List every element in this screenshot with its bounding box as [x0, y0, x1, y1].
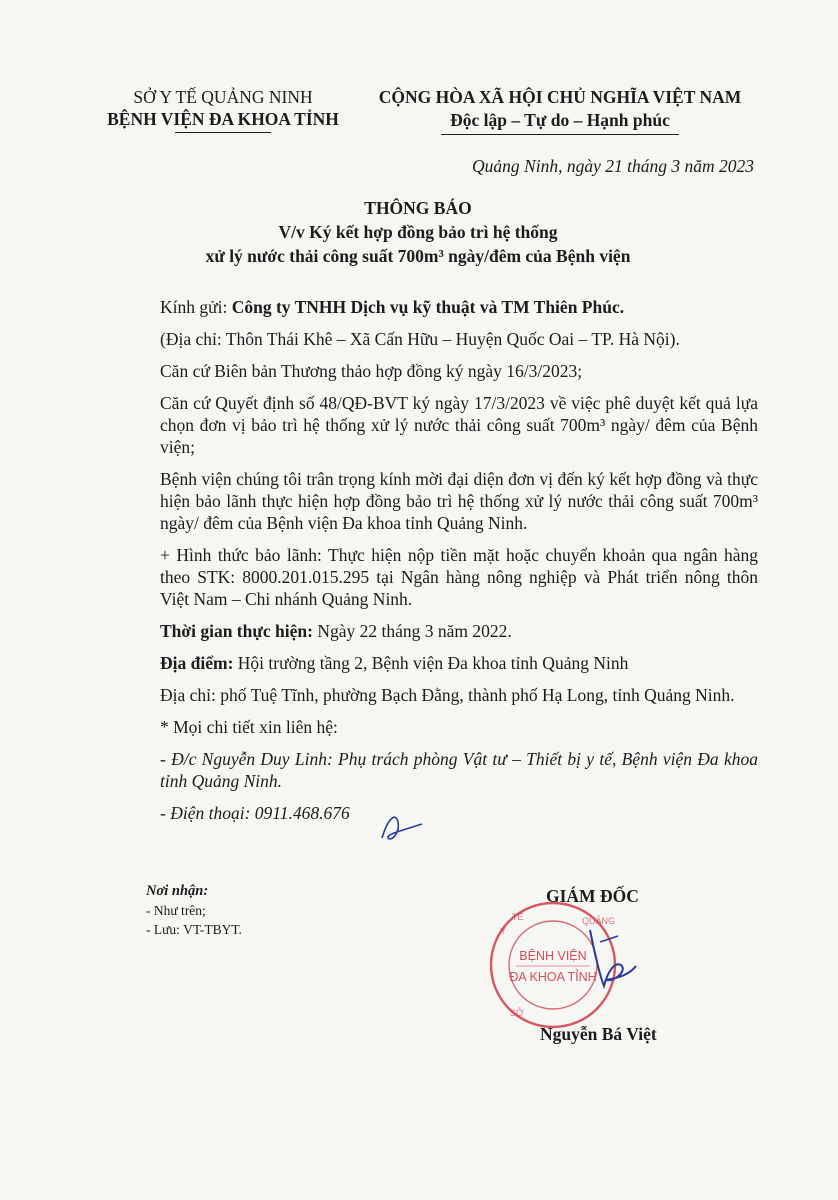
contact-person: - Đ/c Nguyễn Duy Linh: Phụ trách phòng Vật tư – Thiết bị y tế, Bệnh viện Đa khoa tỉnh Quảng Ninh. — [160, 749, 758, 791]
venue-label: Địa điểm: — [160, 653, 234, 673]
svg-text:QUẢNG: QUẢNG — [582, 916, 616, 926]
handwritten-signature — [560, 920, 650, 1000]
addressee — [160, 296, 758, 318]
document-body — [160, 296, 758, 834]
svg-text:SỞ: SỞ — [510, 1008, 524, 1018]
document-title — [150, 196, 686, 268]
title-subject-line2: xử lý nước thải công suất 700m³ ngày/đêm của Bệnh viện — [205, 246, 631, 266]
contact-phone: - Điện thoại: 0911.468.676 — [160, 803, 350, 823]
motto-underline — [441, 134, 679, 135]
execution-time — [160, 620, 758, 642]
seal-text-line1: BỆNH VIỆN — [519, 949, 587, 963]
seal-text-line2: ĐA KHOA TỈNH — [509, 970, 597, 984]
basis-decision: Căn cứ Quyết định số 48/QĐ-BVT ký ngày 17/3/2023 về việc phê duyệt kết quả lựa chọn đơn vị bảo trì hệ thống xử lý nước thải công suất 700m³ ngày/ đêm của Bệnh viện; — [160, 393, 758, 457]
invitation-paragraph: Bệnh viện chúng tôi trân trọng kính mời đại diện đơn vị đến ký kết hợp đồng và thực hiện bảo lãnh thực hiện hợp đồng bảo trì hệ thống xử lý nước thải công suất 700m³ ngày/ đêm của Bệnh viện Đa khoa tỉnh Quảng Ninh. — [160, 469, 758, 533]
execution-time-value: Ngày 22 tháng 3 năm 2022. — [312, 621, 512, 641]
addressee-company: Công ty TNHH Dịch vụ kỹ thuật và TM Thiên Phúc. — [231, 297, 625, 317]
recipients-block — [146, 882, 242, 939]
svg-text:TẾ: TẾ — [512, 912, 524, 922]
contact-intro: * Mọi chi tiết xin liên hệ: — [160, 717, 338, 737]
country-name: CỘNG HÒA XÃ HỘI CHỦ NGHĨA VIỆT NAM — [378, 87, 742, 107]
venue — [160, 652, 758, 674]
date-line: Quảng Ninh, ngày 21 tháng 3 năm 2023 — [472, 156, 754, 176]
initial-mark — [378, 808, 426, 848]
title-subject-line1: V/v Ký kết hợp đồng bảo trì hệ thống — [278, 222, 558, 242]
venue-address: Địa chỉ: phố Tuệ Tĩnh, phường Bạch Đằng, thành phố Hạ Long, tỉnh Quảng Ninh. — [160, 685, 735, 705]
hospital-underline — [175, 132, 271, 133]
signer-name: Nguyễn Bá Việt — [540, 1024, 657, 1044]
venue-value: Hội trường tầng 2, Bệnh viện Đa khoa tỉnh Quảng Ninh — [233, 653, 629, 673]
issuer-header — [88, 86, 358, 133]
guarantee-paragraph: + Hình thức bảo lãnh: Thực hiện nộp tiền mặt hoặc chuyển khoản qua ngân hàng theo STK: 8000.201.015.295 tại Ngân hàng nông nghiệp và Phát triển nông thôn Việt Nam – Chi nhánh Quảng Ninh. — [160, 545, 758, 609]
svg-text:Y: Y — [500, 926, 507, 936]
national-header — [362, 86, 758, 135]
recipient-item: - Như trên; — [146, 903, 206, 918]
recipient-item: - Lưu: VT-TBYT. — [146, 922, 242, 937]
recipients-title: Nơi nhận: — [146, 883, 209, 899]
basis-minutes: Căn cứ Biên bản Thương thảo hợp đồng ký ngày 16/3/2023; — [160, 361, 583, 381]
signer-position: GIÁM ĐỐC — [546, 886, 639, 906]
addressee-address: (Địa chỉ: Thôn Thái Khê – Xã Cấn Hữu – Huyện Quốc Oai – TP. Hà Nội). — [160, 329, 680, 349]
agency-name: SỞ Y TẾ QUẢNG NINH — [133, 87, 313, 107]
hospital-name: BỆNH VIỆN ĐA KHOA TỈNH — [107, 109, 339, 129]
national-motto: Độc lập – Tự do – Hạnh phúc — [450, 110, 670, 130]
title-heading: THÔNG BÁO — [364, 198, 472, 218]
addressee-label: Kính gửi: — [160, 297, 232, 317]
execution-time-label: Thời gian thực hiện: — [160, 621, 313, 641]
